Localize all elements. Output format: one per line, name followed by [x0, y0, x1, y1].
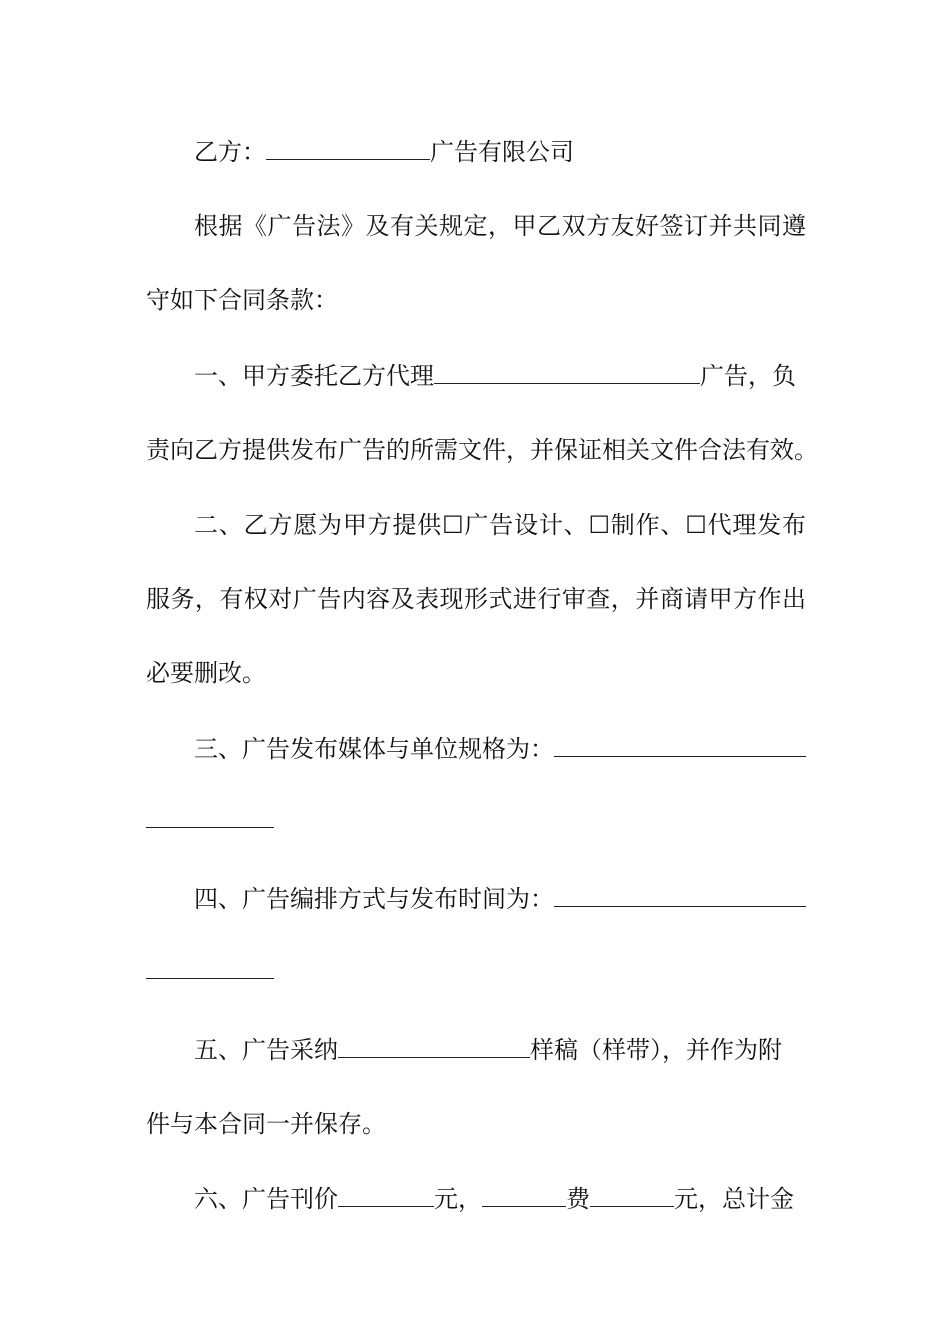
clause-6-fee-amount-blank[interactable]: [590, 1184, 674, 1207]
clause-5-prefix: 五、广告采纳: [194, 1036, 338, 1064]
clause-2-line-2: 服务，有权对广告内容及表现形式进行审查，并商请甲方作出: [146, 585, 806, 613]
clause-4-schedule-blank[interactable]: [554, 884, 806, 907]
clause-6-fee-type-blank[interactable]: [482, 1184, 566, 1207]
clause-4-schedule-blank-cont[interactable]: [146, 956, 274, 979]
clause-6-line-1: [194, 1183, 806, 1215]
clause-5-line-1: [194, 1034, 806, 1066]
clause-5-suffix: 样稿（样带），并作为附: [530, 1036, 782, 1064]
clause-3-line-1: [194, 733, 806, 765]
clause-3-line-2: [146, 805, 806, 837]
clause-5-sample-blank[interactable]: [338, 1035, 530, 1058]
clause-5-line-2: 件与本合同一并保存。: [146, 1110, 386, 1138]
intro-line-1: 根据《广告法》及有关规定，甲乙双方友好签订并共同遵: [194, 212, 806, 240]
intro-line-2: 守如下合同条款：: [146, 286, 338, 314]
clause-6-mid-1: 元，: [434, 1185, 482, 1213]
clause-6-mid-2: 费: [566, 1185, 590, 1213]
clause-1-prefix: 一、甲方委托乙方代理: [194, 362, 434, 390]
party-b-name-blank[interactable]: [266, 137, 430, 160]
clause-4-line-1: [194, 883, 806, 915]
clause-3-media-blank[interactable]: [554, 734, 806, 757]
clause-6-price-blank[interactable]: [338, 1184, 434, 1207]
clause-4-prefix: 四、广告编排方式与发布时间为：: [194, 885, 554, 913]
clause-1-suffix: 广告，负: [700, 362, 796, 390]
clause-1-line-2: 责向乙方提供发布广告的所需文件，并保证相关文件合法有效。: [146, 436, 818, 464]
clause-1-ad-blank[interactable]: [434, 361, 700, 384]
clause-3-media-blank-cont[interactable]: [146, 805, 274, 828]
clause-6-suffix: 元，总计金: [674, 1185, 794, 1213]
party-b-label: 乙方：: [194, 138, 266, 166]
clause-2-line-1: 二、乙方愿为甲方提供☐广告设计、☐制作、☐代理发布: [194, 511, 806, 539]
clause-2-line-3: 必要删改。: [146, 659, 266, 687]
clause-6-prefix: 六、广告刊价: [194, 1185, 338, 1213]
clause-4-line-2: [146, 956, 806, 988]
clause-3-prefix: 三、广告发布媒体与单位规格为：: [194, 735, 554, 763]
clause-1-line-1: [194, 360, 806, 392]
party-b-line: [194, 136, 806, 168]
party-b-suffix: 广告有限公司: [430, 138, 574, 166]
